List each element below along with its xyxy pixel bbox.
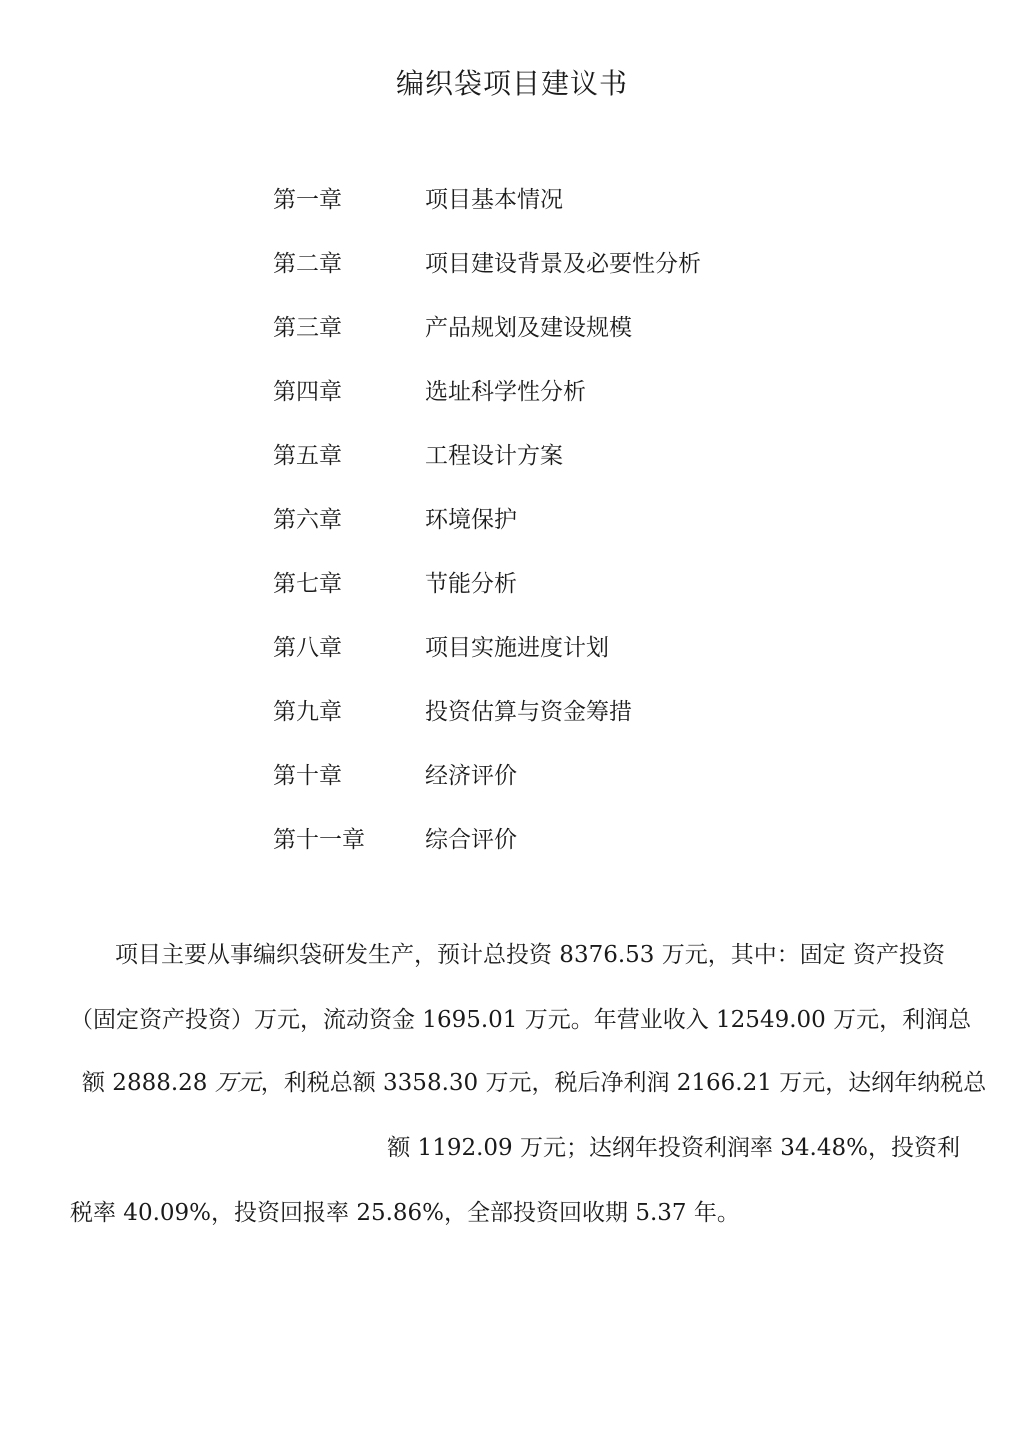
toc-item (273, 244, 833, 308)
summary-line: 项目主要从事编织袋研发生产，预计总投资 8376.53 万元，其中：固定 资产投资 (115, 942, 946, 968)
summary-text: ，利税总额 3358.30 万元，税后净利润 2166.21 万元，达纲年纳税总 (260, 1070, 987, 1096)
toc-chapter-title: 经济评价 (425, 763, 517, 789)
toc-chapter-label: 第一章 (273, 187, 342, 213)
toc-item (273, 500, 833, 564)
toc-item (273, 756, 833, 820)
toc-chapter-title: 投资估算与资金筹措 (425, 699, 632, 725)
toc-chapter-label: 第三章 (273, 315, 342, 341)
summary-line: （固定资产投资）万元，流动资金 1695.01 万元。年营业收入 12549.00 万元，利润总 (70, 1007, 972, 1033)
toc-chapter-label: 第六章 (273, 507, 342, 533)
toc-chapter-title: 项目基本情况 (425, 187, 563, 213)
toc-chapter-label: 第十一章 (273, 827, 365, 853)
summary-text-italic: 万元 (214, 1070, 261, 1096)
toc-chapter-title: 项目建设背景及必要性分析 (425, 251, 701, 277)
summary-text: 额 2888.28 (82, 1070, 215, 1096)
toc-chapter-label: 第四章 (273, 379, 342, 405)
summary-line: 额 1192.09 万元；达纲年投资利润率 34.48%，投资利 (387, 1135, 960, 1161)
document-title: 编织袋项目建议书 (395, 67, 628, 100)
toc-chapter-title: 产品规划及建设规模 (425, 315, 632, 341)
toc-item (273, 820, 833, 884)
table-of-contents (273, 180, 833, 884)
toc-chapter-label: 第二章 (273, 251, 342, 277)
toc-item (273, 564, 833, 628)
toc-chapter-title: 环境保护 (425, 507, 517, 533)
toc-item (273, 308, 833, 372)
toc-chapter-title: 选址科学性分析 (425, 379, 586, 405)
toc-chapter-label: 第十章 (273, 763, 342, 789)
toc-chapter-label: 第五章 (273, 443, 342, 469)
toc-chapter-label: 第七章 (273, 571, 342, 597)
toc-item (273, 180, 833, 244)
toc-chapter-title: 节能分析 (425, 571, 517, 597)
toc-item (273, 692, 833, 756)
toc-chapter-label: 第九章 (273, 699, 342, 725)
toc-chapter-title: 综合评价 (425, 827, 517, 853)
summary-line (82, 1063, 987, 1103)
toc-item (273, 628, 833, 692)
toc-item (273, 372, 833, 436)
toc-chapter-title: 项目实施进度计划 (425, 635, 609, 661)
summary-line: 税率 40.09%，投资回报率 25.86%，全部投资回收期 5.37 年。 (70, 1200, 740, 1226)
toc-item (273, 436, 833, 500)
toc-chapter-label: 第八章 (273, 635, 342, 661)
toc-chapter-title: 工程设计方案 (425, 443, 563, 469)
